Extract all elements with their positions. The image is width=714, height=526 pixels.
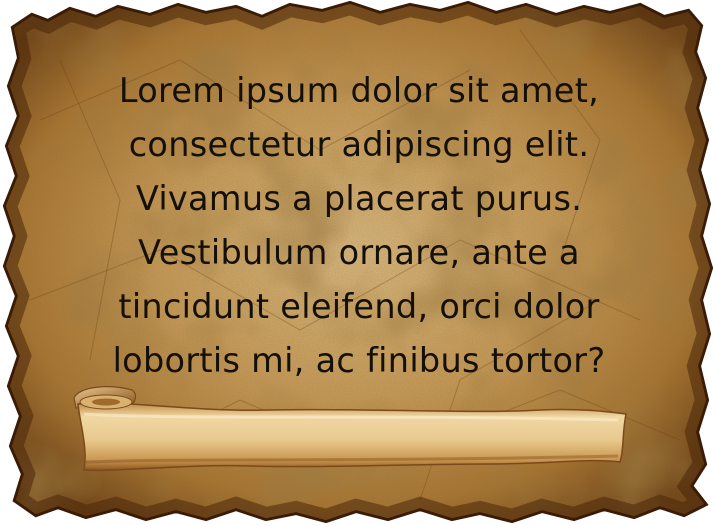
message-line: Vestibulum ornare, ante a (138, 233, 580, 272)
message-line: consectetur adipiscing elit. (128, 125, 590, 164)
message-line: Vivamus a placerat purus. (135, 179, 583, 218)
message-line: Lorem ipsum dolor sit amet, (118, 71, 600, 110)
banner-ribbon-icon (70, 384, 630, 480)
scroll-banner-button[interactable] (70, 384, 630, 480)
message-line: lobortis mi, ac finibus tortor? (112, 341, 606, 380)
message-line: tincidunt eleifend, orci dolor (118, 287, 600, 326)
scroll-message (56, 64, 662, 388)
